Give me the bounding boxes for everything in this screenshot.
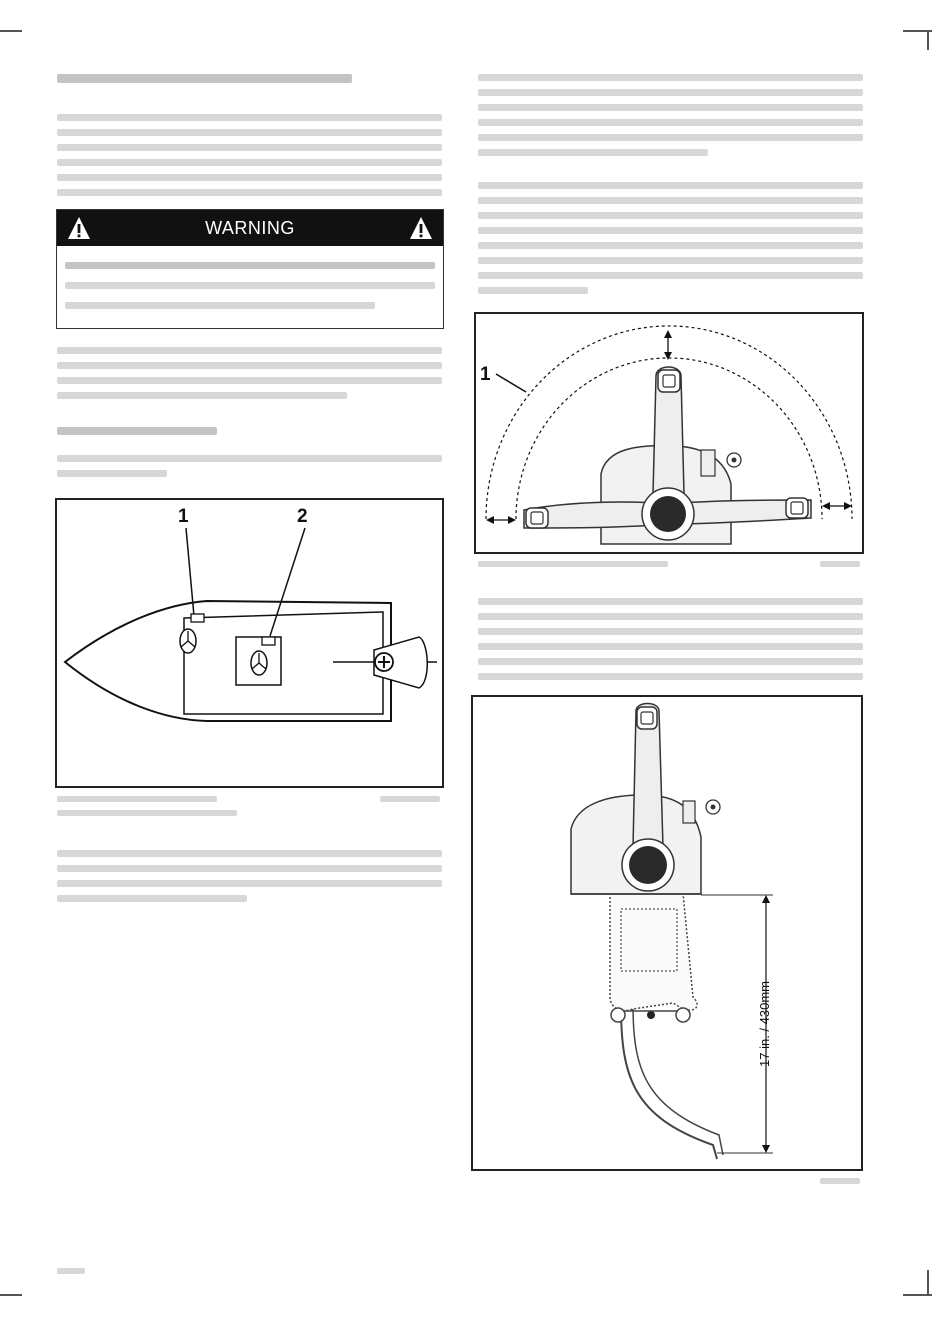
callout-2: 2 [297,506,308,527]
crop-mark-bottom-left [0,1294,22,1296]
warning-title: WARNING [205,218,295,238]
figure-lever-range [474,312,864,554]
lever-range-diagram [476,314,862,552]
crop-mark-top-left [0,30,22,32]
callout-1: 1 [480,364,491,385]
crop-mark-top-right-vertical [927,30,929,50]
warning-box [56,209,444,329]
callout-1: 1 [178,506,189,527]
figure-mounting-dimension [471,695,863,1171]
boat-diagram [57,500,442,786]
dimension-label: 17 in. / 430mm [757,981,772,1067]
warning-triangle-icon [67,216,91,240]
crop-mark-right-edge [927,1270,929,1294]
mounting-diagram [473,697,861,1169]
warning-header [57,210,443,246]
figure-boat-layout [55,498,444,788]
crop-mark-bottom-right [903,1294,932,1296]
warning-triangle-icon [409,216,433,240]
